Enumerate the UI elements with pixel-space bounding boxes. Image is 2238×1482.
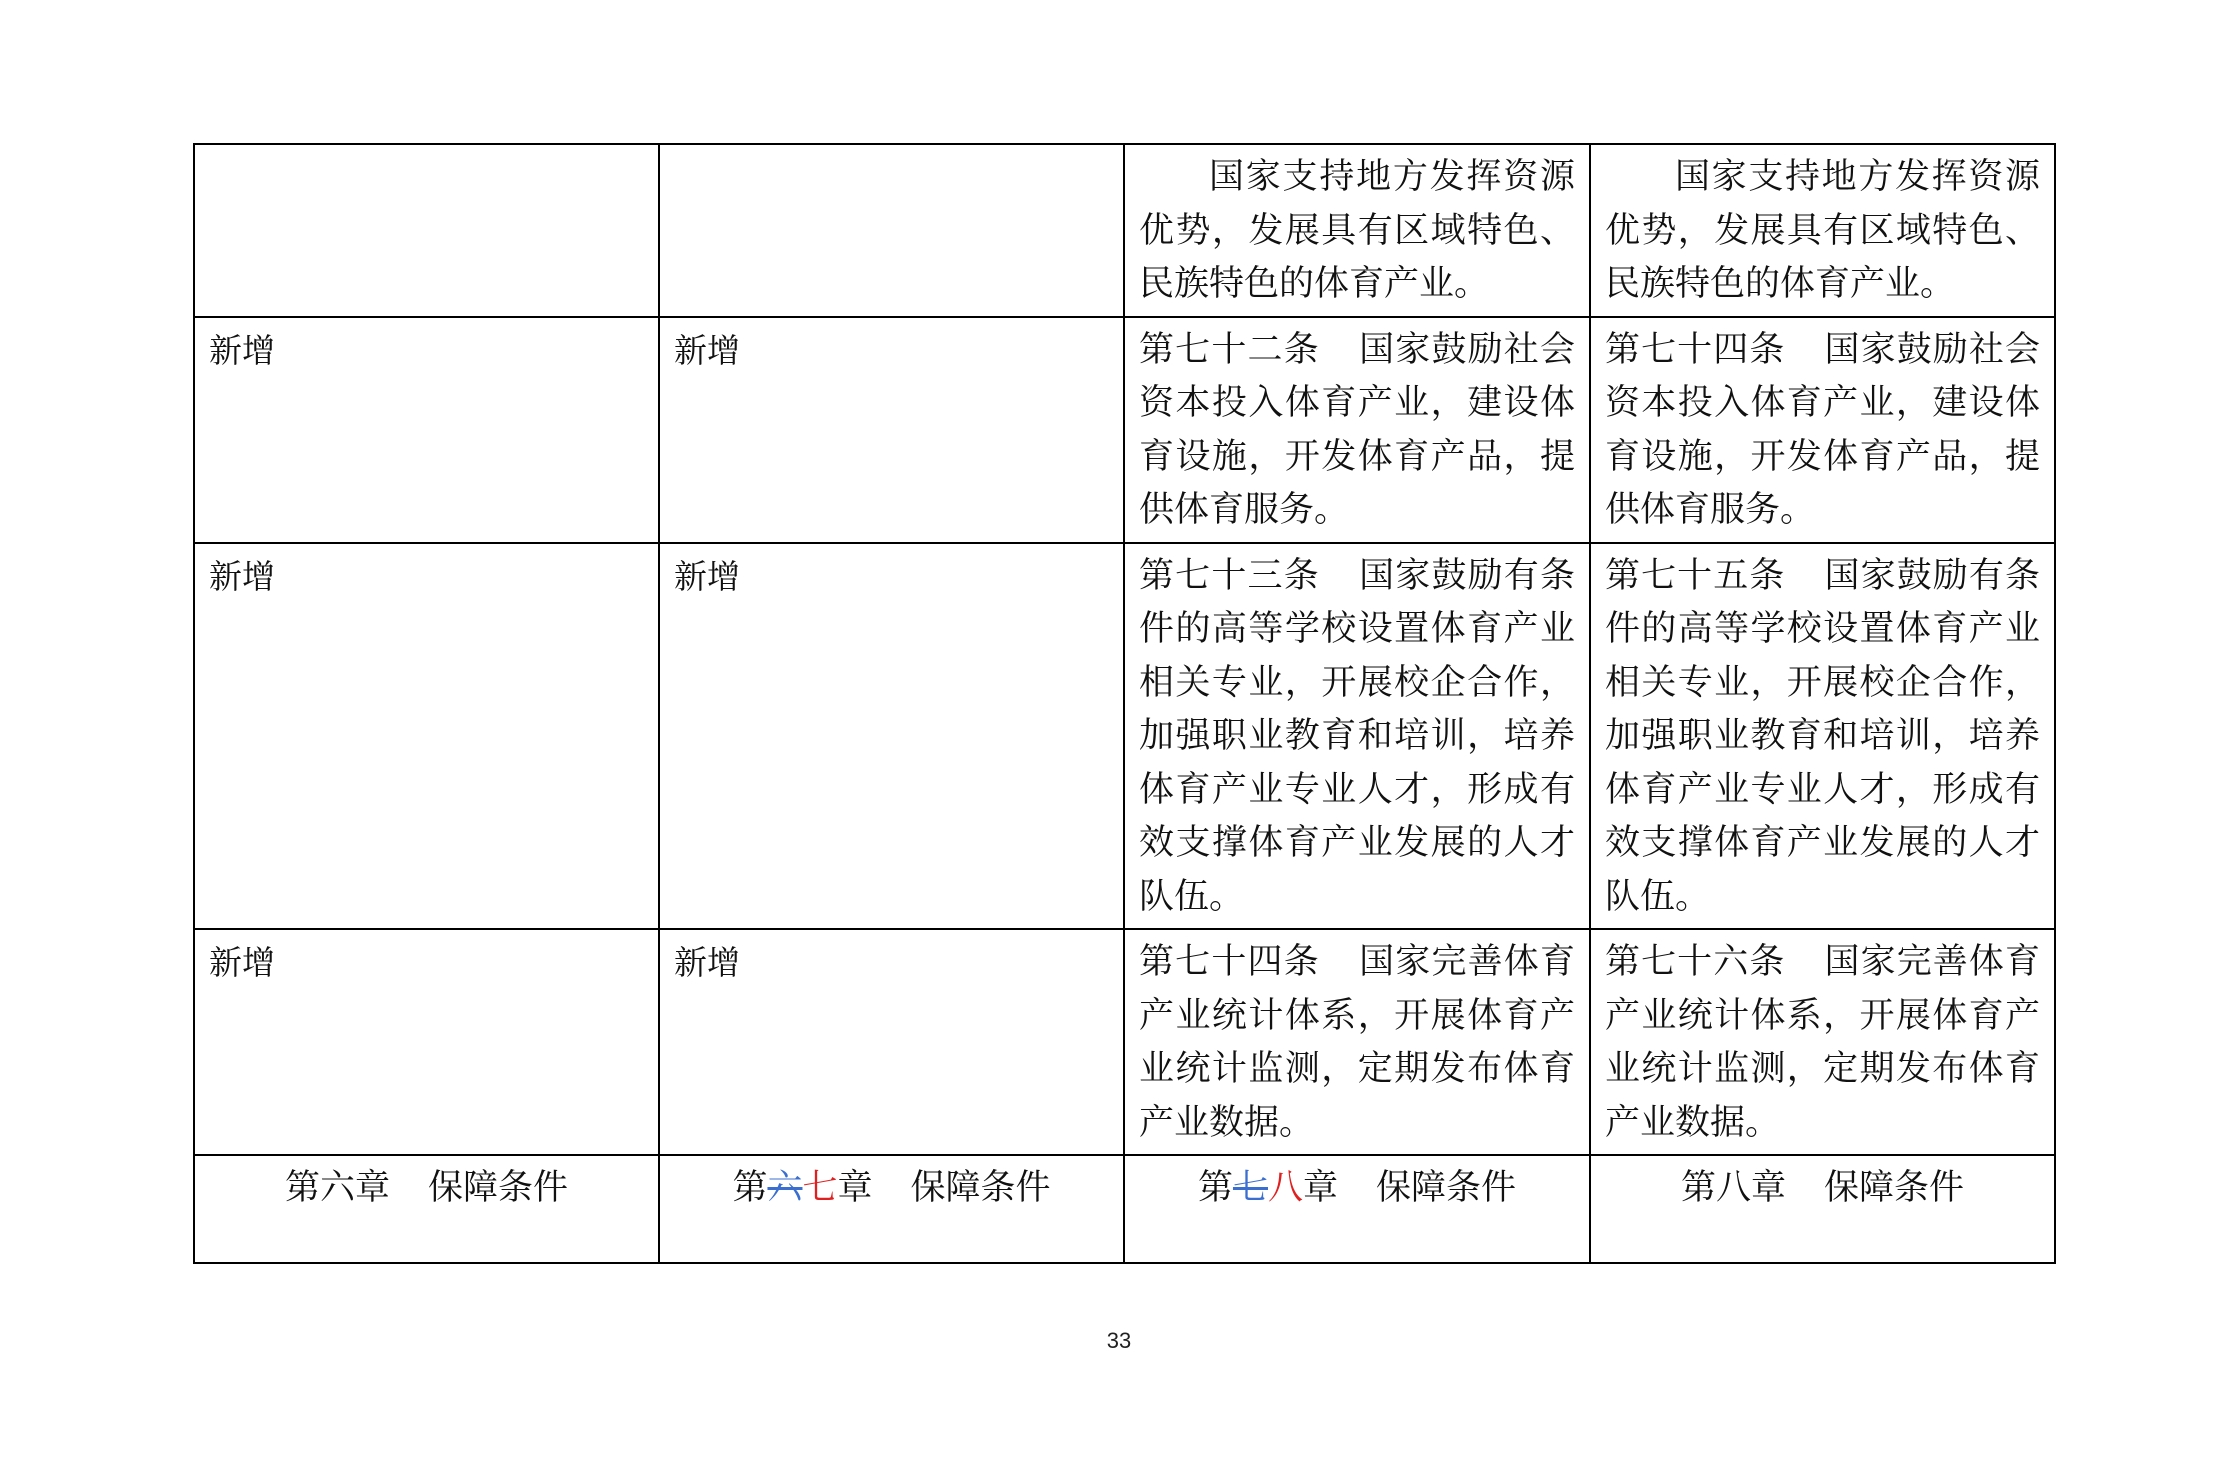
page-number: 33 (1106, 1328, 1132, 1353)
cell-original-law (194, 144, 659, 317)
article-cell (1590, 317, 2055, 543)
comparison-table (193, 143, 2056, 1264)
chapter-title: 保障条件 (428, 1168, 569, 1208)
new-article-label: 新增 (194, 317, 659, 543)
article-text: 国家鼓励有条件的高等学校设置体育产业相关专业，开展校企合作，加强职业教育和培训，培养体育产业专业人才，形成有效支撑体育产业发展的人才队伍。 (1605, 555, 2040, 917)
chapter-heading (1590, 1155, 2055, 1263)
chapter-title: 保障条件 (1824, 1168, 1965, 1208)
deleted-text: 六 (767, 1168, 803, 1208)
chapter-row (194, 1155, 2055, 1263)
new-article-label: 新增 (194, 929, 659, 1155)
chapter-number: 第八章 (1680, 1168, 1786, 1208)
article-number: 第七十五条 (1605, 555, 1786, 596)
chapter-title: 保障条件 (910, 1168, 1051, 1208)
article-text: 国家完善体育产业统计体系，开展体育产业统计监测，定期发布体育产业数据。 (1139, 942, 1575, 1143)
article-text: 国家鼓励社会资本投入体育产业，建设体育设施，开发体育产品，提供体育服务。 (1605, 329, 2040, 530)
table-row (194, 144, 2055, 317)
chapter-prefix: 第 (1197, 1168, 1233, 1208)
new-article-label: 新增 (659, 543, 1124, 930)
article-cell (1124, 543, 1590, 930)
chapter-number: 第六章 (284, 1168, 390, 1208)
chapter-heading (194, 1155, 659, 1263)
article-text: 国家鼓励有条件的高等学校设置体育产业相关专业，开展校企合作，加强职业教育和培训，培养体育产业专业人才，形成有效支撑体育产业发展的人才队伍。 (1139, 555, 1575, 917)
new-article-label: 新增 (194, 543, 659, 930)
chapter-suffix: 章 (1303, 1168, 1339, 1208)
inserted-text: 七 (802, 1168, 838, 1208)
table-row (194, 543, 2055, 930)
inserted-text: 八 (1267, 1168, 1303, 1208)
table-row (194, 317, 2055, 543)
chapter-title: 保障条件 (1376, 1168, 1517, 1208)
cell-first-draft (659, 144, 1124, 317)
table-row (194, 929, 2055, 1155)
article-text: 国家完善体育产业统计体系，开展体育产业统计监测，定期发布体育产业数据。 (1605, 942, 2040, 1143)
new-article-label: 新增 (659, 929, 1124, 1155)
article-number: 第七十四条 (1139, 942, 1320, 982)
article-cell (1124, 929, 1590, 1155)
article-number: 第七十二条 (1139, 329, 1320, 370)
article-text: 国家鼓励社会资本投入体育产业，建设体育设施，开发体育产品，提供体育服务。 (1139, 329, 1575, 530)
new-article-label: 新增 (659, 317, 1124, 543)
article-cell (1590, 543, 2055, 930)
cell-second-draft: 国家支持地方发挥资源优势，发展具有区域特色、民族特色的体育产业。 (1124, 144, 1590, 317)
chapter-suffix: 章 (837, 1168, 873, 1208)
article-number: 第七十六条 (1605, 942, 1786, 982)
deleted-text: 七 (1232, 1168, 1268, 1208)
chapter-heading (1124, 1155, 1590, 1263)
chapter-prefix: 第 (732, 1168, 768, 1208)
cell-final-text: 国家支持地方发挥资源优势，发展具有区域特色、民族特色的体育产业。 (1590, 144, 2055, 317)
article-cell (1124, 317, 1590, 543)
chapter-heading (659, 1155, 1124, 1263)
article-number: 第七十四条 (1605, 329, 1786, 370)
article-cell (1590, 929, 2055, 1155)
article-number: 第七十三条 (1139, 555, 1320, 596)
